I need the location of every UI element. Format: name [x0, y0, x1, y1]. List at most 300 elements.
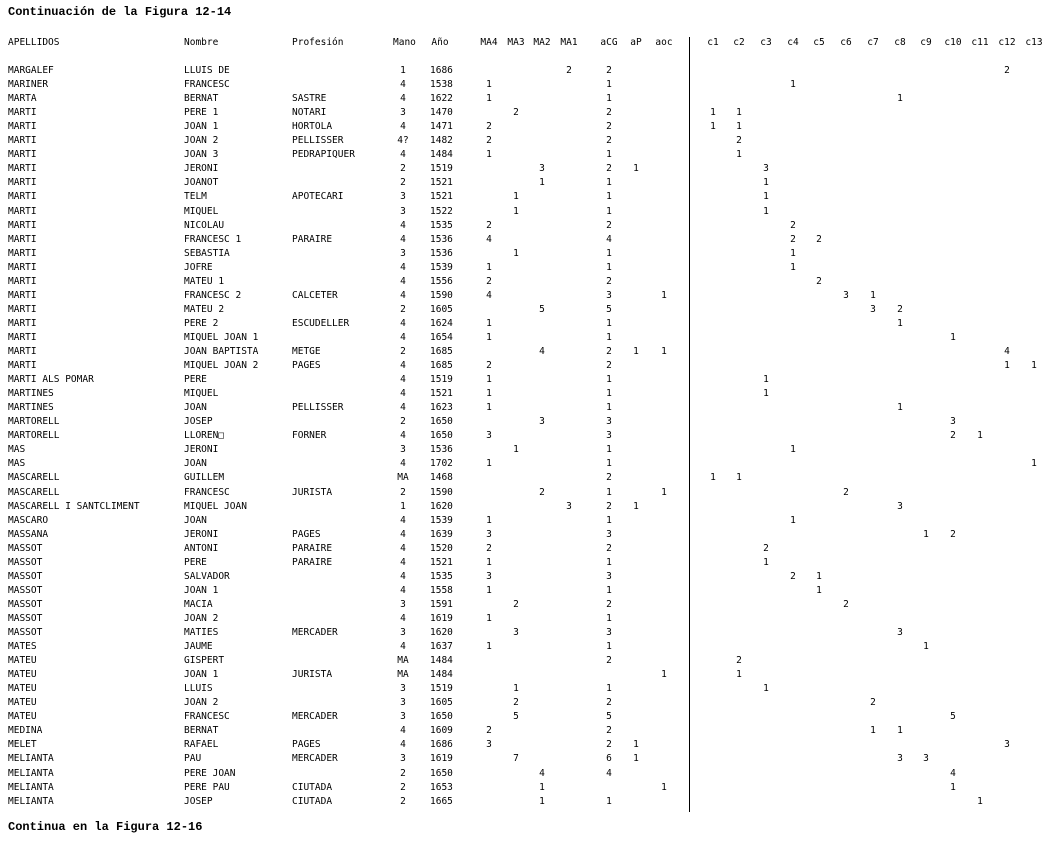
cell-ano: 1536: [430, 233, 453, 245]
cell-apellidos: MARTI: [8, 247, 37, 259]
cell-mano: 1: [400, 500, 406, 512]
cell-apellidos: MATEU: [8, 655, 37, 667]
column-header-c4: c4: [787, 37, 799, 48]
cell-apellidos: MARTINES: [8, 388, 54, 400]
column-header-c13: c13: [1025, 37, 1043, 48]
cell-c2: 1: [736, 107, 742, 119]
cell-nombre: JERONI: [184, 444, 219, 456]
cell-apellidos: MELIANTA: [8, 767, 54, 779]
cell-acg: 1: [606, 149, 612, 161]
cell-c12: 4: [1004, 346, 1010, 357]
cell-ano: 1650: [430, 767, 453, 779]
cell-c3: 1: [763, 556, 769, 568]
cell-nombre: FRANCESC 2: [184, 289, 242, 301]
cell-nombre: JOAN BAPTISTA: [184, 346, 259, 357]
cell-c4: 1: [790, 261, 796, 273]
cell-apellidos: MASSANA: [8, 528, 49, 540]
column-header-c10: c10: [944, 37, 962, 48]
column-header-ma4: MA4: [480, 37, 498, 48]
cell-nombre: JOAN 1: [184, 121, 219, 133]
cell-c4: 2: [790, 219, 796, 231]
cell-apellidos: MARTI: [8, 360, 37, 372]
cell-c6: 2: [843, 598, 849, 610]
cell-ma4: 1: [486, 612, 492, 624]
cell-c2: 2: [736, 135, 742, 147]
cell-ma4: 2: [486, 219, 492, 231]
cell-ma3: 2: [513, 697, 519, 709]
cell-c7: 1: [870, 725, 876, 737]
cell-apellidos: MARTI: [8, 149, 37, 161]
cell-profesion: FORNER: [292, 430, 327, 442]
cell-nombre: BERNAT: [184, 725, 219, 737]
cell-c7: 2: [870, 697, 876, 709]
cell-ma4: 1: [486, 317, 492, 329]
cell-nombre: MIQUEL JOAN: [184, 500, 247, 512]
cell-c10: 5: [950, 711, 956, 723]
cell-profesion: PAGES: [292, 528, 321, 540]
cell-nombre: JOAN 3: [184, 149, 219, 161]
cell-acg: 1: [606, 331, 612, 343]
cell-apellidos: MARTA: [8, 93, 37, 105]
cell-c12: 1: [1004, 360, 1010, 372]
cell-mano: 3: [400, 247, 406, 259]
cell-ma4: 2: [486, 275, 492, 287]
cell-mano: 4: [400, 612, 406, 624]
cell-acg: 6: [606, 753, 612, 765]
column-header-acg: aCG: [600, 37, 618, 48]
cell-ma4: 2: [486, 121, 492, 133]
cell-mano: 3: [400, 627, 406, 638]
cell-mano: 2: [400, 486, 406, 498]
cell-ma1: 3: [566, 500, 572, 512]
cell-ano: 1539: [430, 261, 453, 273]
cell-ma1: 2: [566, 65, 572, 76]
cell-ano: 1665: [430, 795, 453, 807]
cell-acg: 2: [606, 346, 612, 357]
cell-mano: 3: [400, 598, 406, 610]
cell-apellidos: MARTORELL: [8, 430, 60, 442]
cell-ano: 1536: [430, 247, 453, 259]
cell-acg: 1: [606, 177, 612, 189]
cell-profesion: CIUTADA: [292, 781, 333, 793]
cell-apellidos: MARTORELL: [8, 416, 60, 428]
cell-ma3: 1: [513, 191, 519, 203]
cell-mano: 4: [400, 458, 406, 470]
cell-c5: 2: [816, 233, 822, 245]
cell-nombre: FRANCESC: [184, 711, 230, 723]
cell-ano: 1519: [430, 163, 453, 175]
cell-mano: 4: [400, 374, 406, 386]
cell-ano: 1521: [430, 191, 453, 203]
cell-ma4: 1: [486, 149, 492, 161]
cell-nombre: TELM: [184, 191, 207, 203]
cell-c2: 1: [736, 121, 742, 133]
cell-ma4: 1: [486, 79, 492, 91]
cell-ano: 1535: [430, 570, 453, 582]
cell-ano: 1468: [430, 472, 453, 484]
cell-nombre: FRANCESC: [184, 486, 230, 498]
cell-c1: 1: [710, 472, 716, 484]
cell-mano: MA: [397, 655, 409, 667]
cell-apellidos: MASCARO: [8, 514, 49, 526]
cell-profesion: PELLISSER: [292, 135, 344, 147]
cell-acg: 3: [606, 570, 612, 582]
cell-apellidos: MASSOT: [8, 542, 43, 554]
cell-acg: 1: [606, 374, 612, 386]
cell-nombre: PERE 1: [184, 107, 219, 119]
cell-apellidos: MARTI ALS POMAR: [8, 374, 94, 386]
cell-mano: 2: [400, 163, 406, 175]
cell-mano: 3: [400, 444, 406, 456]
column-header-c12: c12: [998, 37, 1016, 48]
cell-profesion: MERCADER: [292, 627, 338, 638]
cell-nombre: SEBASTIA: [184, 247, 230, 259]
cell-c2: 1: [736, 669, 742, 681]
cell-acg: 3: [606, 416, 612, 428]
cell-profesion: PAGES: [292, 739, 321, 751]
cell-nombre: JOSEP: [184, 795, 213, 807]
cell-nombre: JOFRE: [184, 261, 213, 273]
column-header-aoc: aoc: [655, 37, 673, 48]
cell-nombre: JOAN 2: [184, 697, 219, 709]
cell-ano: 1609: [430, 725, 453, 737]
cell-ma2: 5: [539, 303, 545, 315]
cell-apellidos: MELIANTA: [8, 795, 54, 807]
cell-acg: 1: [606, 444, 612, 456]
cell-c5: 2: [816, 275, 822, 287]
cell-mano: 2: [400, 177, 406, 189]
cell-acg: 1: [606, 683, 612, 695]
cell-ma4: 1: [486, 388, 492, 400]
cell-ap: 1: [633, 346, 639, 357]
cell-nombre: NICOLAU: [184, 219, 225, 231]
column-header-profesion: Profesión: [292, 37, 344, 48]
cell-nombre: PERE JOAN: [184, 767, 236, 779]
cell-c10: 1: [950, 781, 956, 793]
cell-apellidos: MARTI: [8, 163, 37, 175]
cell-nombre: MACIA: [184, 598, 213, 610]
cell-ano: 1519: [430, 683, 453, 695]
cell-mano: 4: [400, 430, 406, 442]
cell-ano: 1538: [430, 79, 453, 91]
cell-acg: 2: [606, 725, 612, 737]
column-header-c9: c9: [920, 37, 932, 48]
cell-apellidos: MARTI: [8, 317, 37, 329]
cell-apellidos: MARTI: [8, 121, 37, 133]
cell-nombre: LLUIS: [184, 683, 213, 695]
cell-ma4: 4: [486, 233, 492, 245]
cell-ma4: 1: [486, 584, 492, 596]
cell-c10: 3: [950, 416, 956, 428]
cell-mano: 4: [400, 514, 406, 526]
cell-ano: 1622: [430, 93, 453, 105]
cell-nombre: JOAN 1: [184, 669, 219, 681]
cell-ma4: 2: [486, 360, 492, 372]
cell-c4: 1: [790, 79, 796, 91]
cell-acg: 3: [606, 289, 612, 301]
cell-apellidos: MARINER: [8, 79, 49, 91]
cell-acg: 2: [606, 219, 612, 231]
cell-profesion: MERCADER: [292, 753, 338, 765]
cell-profesion: PEDRAPIQUER: [292, 149, 355, 161]
cell-nombre: FRANCESC 1: [184, 233, 242, 245]
cell-c4: 2: [790, 570, 796, 582]
cell-mano: 4: [400, 725, 406, 737]
cell-acg: 1: [606, 458, 612, 470]
cell-profesion: PARAIRE: [292, 556, 333, 568]
cell-apellidos: MASSOT: [8, 627, 43, 638]
cell-acg: 1: [606, 388, 612, 400]
cell-acg: 1: [606, 556, 612, 568]
cell-c5: 1: [816, 570, 822, 582]
cell-c9: 1: [923, 528, 929, 540]
cell-mano: 4?: [397, 135, 409, 147]
cell-c1: 1: [710, 107, 716, 119]
cell-profesion: METGE: [292, 346, 321, 357]
cell-ma3: 2: [513, 598, 519, 610]
cell-apellidos: MARTI: [8, 331, 37, 343]
cell-nombre: SALVADOR: [184, 570, 230, 582]
cell-apellidos: MARTI: [8, 275, 37, 287]
cell-mano: 2: [400, 781, 406, 793]
cell-acg: 2: [606, 655, 612, 667]
cell-c9: 3: [923, 753, 929, 765]
column-header-ma2: MA2: [533, 37, 551, 48]
column-divider: [689, 37, 690, 812]
cell-profesion: JURISTA: [292, 669, 333, 681]
cell-c8: 2: [897, 303, 903, 315]
cell-acg: 2: [606, 598, 612, 610]
cell-ma4: 3: [486, 430, 492, 442]
cell-c2: 2: [736, 655, 742, 667]
cell-c3: 1: [763, 177, 769, 189]
cell-nombre: JERONI: [184, 163, 219, 175]
cell-apellidos: MASSOT: [8, 556, 43, 568]
cell-acg: 2: [606, 135, 612, 147]
column-header-ma3: MA3: [507, 37, 525, 48]
cell-acg: 1: [606, 612, 612, 624]
column-header-c5: c5: [813, 37, 825, 48]
cell-c6: 2: [843, 486, 849, 498]
cell-acg: 2: [606, 275, 612, 287]
cell-c4: 1: [790, 514, 796, 526]
cell-acg: 1: [606, 584, 612, 596]
cell-ano: 1590: [430, 486, 453, 498]
cell-c11: 1: [977, 430, 983, 442]
cell-c11: 1: [977, 795, 983, 807]
cell-apellidos: MARTI: [8, 346, 37, 357]
cell-ma2: 4: [539, 346, 545, 357]
cell-ano: 1521: [430, 177, 453, 189]
cell-apellidos: MARGALEF: [8, 65, 54, 76]
cell-nombre: JOAN: [184, 458, 207, 470]
cell-acg: 1: [606, 486, 612, 498]
cell-c4: 1: [790, 444, 796, 456]
column-header-apellidos: APELLIDOS: [8, 37, 60, 48]
cell-apellidos: MARTI: [8, 289, 37, 301]
cell-nombre: JAUME: [184, 641, 213, 653]
cell-ano: 1702: [430, 458, 453, 470]
cell-ano: 1619: [430, 612, 453, 624]
cell-ano: 1605: [430, 697, 453, 709]
cell-apellidos: MELET: [8, 739, 37, 751]
cell-ma2: 1: [539, 177, 545, 189]
cell-ano: 1520: [430, 542, 453, 554]
cell-apellidos: MASSOT: [8, 584, 43, 596]
cell-ano: 1654: [430, 331, 453, 343]
cell-c13: 1: [1031, 360, 1037, 372]
cell-profesion: JURISTA: [292, 486, 333, 498]
cell-acg: 1: [606, 247, 612, 259]
cell-nombre: JOAN 1: [184, 584, 219, 596]
cell-mano: 3: [400, 107, 406, 119]
cell-acg: 1: [606, 205, 612, 217]
cell-apellidos: MARTI: [8, 135, 37, 147]
cell-apellidos: MEDINA: [8, 725, 43, 737]
cell-nombre: PAU: [184, 753, 202, 765]
cell-apellidos: MATEU: [8, 669, 37, 681]
cell-ap: 1: [633, 500, 639, 512]
cell-apellidos: MATES: [8, 641, 37, 653]
cell-acg: 1: [606, 514, 612, 526]
cell-ap: 1: [633, 163, 639, 175]
cell-acg: 3: [606, 528, 612, 540]
cell-mano: 3: [400, 753, 406, 765]
cell-ma2: 1: [539, 795, 545, 807]
cell-apellidos: MAS: [8, 458, 26, 470]
cell-acg: 1: [606, 402, 612, 414]
cell-c8: 1: [897, 93, 903, 105]
column-header-c1: c1: [707, 37, 719, 48]
cell-ma2: 3: [539, 416, 545, 428]
cell-apellidos: MARTI: [8, 205, 37, 217]
column-header-c8: c8: [894, 37, 906, 48]
cell-c8: 3: [897, 627, 903, 638]
cell-acg: 1: [606, 795, 612, 807]
cell-acg: 5: [606, 303, 612, 315]
cell-ano: 1619: [430, 753, 453, 765]
cell-nombre: BERNAT: [184, 93, 219, 105]
cell-mano: 4: [400, 360, 406, 372]
cell-acg: 4: [606, 767, 612, 779]
cell-mano: 2: [400, 416, 406, 428]
cell-ma3: 2: [513, 107, 519, 119]
cell-apellidos: MARTI: [8, 177, 37, 189]
cell-profesion: SASTRE: [292, 93, 327, 105]
cell-ma3: 5: [513, 711, 519, 723]
cell-ano: 1590: [430, 289, 453, 301]
cell-mano: MA: [397, 472, 409, 484]
cell-ano: 1624: [430, 317, 453, 329]
cell-c13: 1: [1031, 458, 1037, 470]
cell-apellidos: MELIANTA: [8, 753, 54, 765]
cell-c6: 3: [843, 289, 849, 301]
cell-mano: 1: [400, 65, 406, 76]
cell-apellidos: MASSOT: [8, 570, 43, 582]
cell-ma3: 1: [513, 247, 519, 259]
cell-ma4: 1: [486, 458, 492, 470]
column-header-ap: aP: [630, 37, 642, 48]
cell-nombre: JOAN 2: [184, 612, 219, 624]
cell-ano: 1650: [430, 430, 453, 442]
cell-c1: 1: [710, 121, 716, 133]
cell-ano: 1650: [430, 711, 453, 723]
cell-ano: 1686: [430, 65, 453, 76]
cell-ma4: 1: [486, 641, 492, 653]
cell-ma2: 1: [539, 781, 545, 793]
cell-apellidos: MARTI: [8, 219, 37, 231]
cell-mano: 4: [400, 739, 406, 751]
cell-ano: 1519: [430, 374, 453, 386]
cell-apellidos: MASSOT: [8, 612, 43, 624]
cell-profesion: PAGES: [292, 360, 321, 372]
cell-nombre: PERE: [184, 556, 207, 568]
cell-c3: 1: [763, 205, 769, 217]
cell-profesion: HORTOLA: [292, 121, 333, 133]
cell-ano: 1484: [430, 655, 453, 667]
cell-c7: 3: [870, 303, 876, 315]
cell-c8: 1: [897, 317, 903, 329]
cell-apellidos: MARTI: [8, 261, 37, 273]
cell-mano: 3: [400, 191, 406, 203]
cell-profesion: PELLISSER: [292, 402, 344, 414]
page-title: Continuación de la Figura 12-14: [8, 5, 232, 19]
cell-acg: 2: [606, 472, 612, 484]
cell-acg: 1: [606, 317, 612, 329]
cell-ano: 1591: [430, 598, 453, 610]
cell-c9: 1: [923, 641, 929, 653]
cell-c5: 1: [816, 584, 822, 596]
cell-ano: 1535: [430, 219, 453, 231]
cell-mano: 4: [400, 261, 406, 273]
cell-mano: 4: [400, 233, 406, 245]
cell-c10: 2: [950, 430, 956, 442]
cell-mano: 4: [400, 331, 406, 343]
cell-ma4: 1: [486, 514, 492, 526]
cell-ma4: 3: [486, 570, 492, 582]
cell-mano: 3: [400, 205, 406, 217]
cell-nombre: LLOREN□: [184, 430, 225, 442]
cell-mano: 4: [400, 556, 406, 568]
cell-c10: 2: [950, 528, 956, 540]
cell-mano: 2: [400, 303, 406, 315]
cell-aoc: 1: [661, 346, 667, 357]
cell-nombre: GUILLEM: [184, 472, 225, 484]
cell-nombre: MIQUEL JOAN 2: [184, 360, 259, 372]
cell-apellidos: MATEU: [8, 697, 37, 709]
cell-ano: 1471: [430, 121, 453, 133]
column-header-ma1: MA1: [560, 37, 578, 48]
cell-mano: 3: [400, 697, 406, 709]
cell-nombre: FRANCESC: [184, 79, 230, 91]
cell-ano: 1521: [430, 556, 453, 568]
cell-acg: 2: [606, 739, 612, 751]
cell-ano: 1637: [430, 641, 453, 653]
cell-ano: 1521: [430, 388, 453, 400]
cell-profesion: CIUTADA: [292, 795, 333, 807]
cell-ano: 1685: [430, 346, 453, 357]
cell-nombre: GISPERT: [184, 655, 225, 667]
cell-ano: 1536: [430, 444, 453, 456]
cell-ano: 1484: [430, 669, 453, 681]
cell-ano: 1556: [430, 275, 453, 287]
cell-c8: 1: [897, 402, 903, 414]
footer-note: Continua en la Figura 12-16: [8, 820, 203, 834]
cell-ma4: 1: [486, 374, 492, 386]
cell-nombre: LLUIS DE: [184, 65, 230, 76]
cell-ma4: 4: [486, 289, 492, 301]
cell-c12: 2: [1004, 65, 1010, 76]
